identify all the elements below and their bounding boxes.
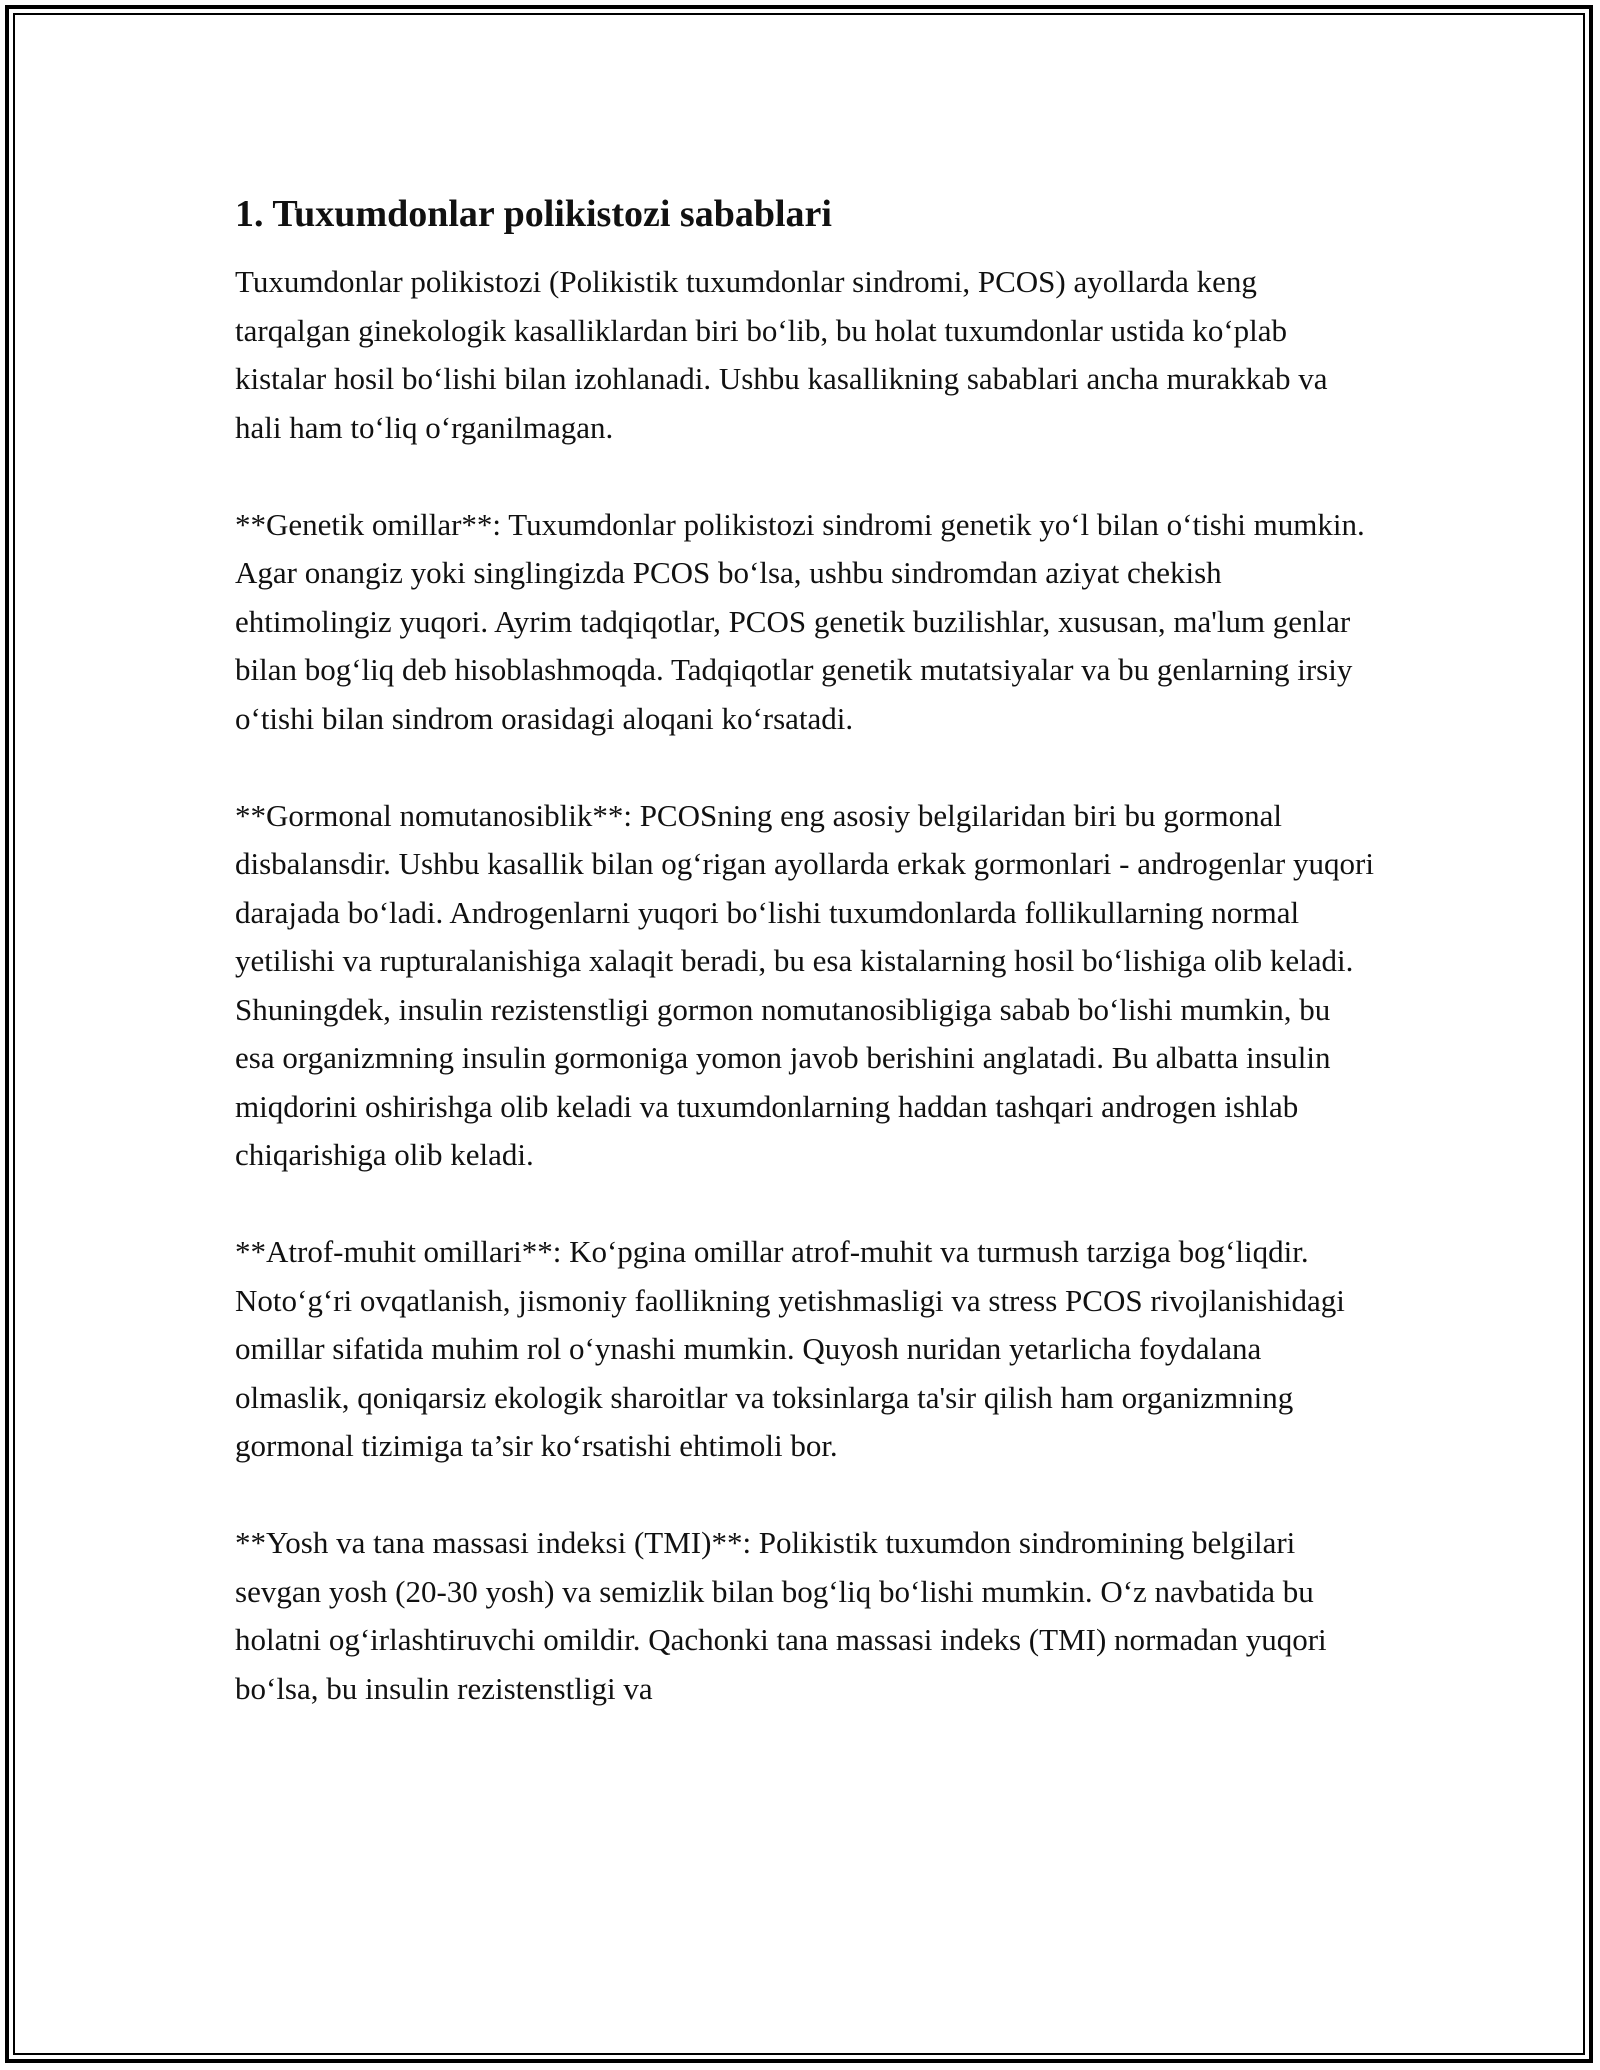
paragraph-hormonal-imbalance: **Gormonal nomutanosiblik**: PCOSning eng asosiy belgilaridan biri bu gormonal disbalansdir. Ushbu kasallik bilan og‘rigan ayollarda erkak gormonlari - androgenlar yuqori darajada bo‘ladi. Androgenlarni yuqori bo‘lishi tuxumdonlarda follikullarning normal yetilishi va rupturalanishiga xalaqit beradi, bu esa kistalarning hosil bo‘lishiga olib keladi. Shuningdek, insulin rezistenstligi gormon nomutanosibligiga sabab bo‘lishi mumkin, bu esa organizmning insulin gormoniga yomon javob berishini anglatadi. Bu albatta insulin miqdorini oshirishga olib keladi va tuxumdonlarning haddan tashqari androgen ishlab chiqarishiga olib keladi.	[235, 797, 1374, 1172]
paragraph-genetic-factors: **Genetik omillar**: Tuxumdonlar polikistozi sindromi genetik yo‘l bilan o‘tishi mumkin. Agar onangiz yoki singlingizda PCOS bo‘lsa, ushbu sindromdan aziyat chekish ehtimolingiz yuqori. Ayrim tadqiqotlar, PCOS genetik buzilishlar, xususan, ma'lum genlar bilan bog‘liq deb hisoblashmoqda. Tadqiqotlar genetik mutatsiyalar va bu genlarning irsiy o‘tishi bilan sindrom orasidagi aloqani ko‘rsatadi.	[235, 506, 1365, 736]
section-heading: 1. Tuxumdonlar polikistozi sabablari	[235, 193, 832, 235]
paragraph-intro: Tuxumdonlar polikistozi (Polikistik tuxumdonlar sindromi, PCOS) ayollarda keng tarqalgan ginekologik kasalliklardan biri bo‘lib, bu holat tuxumdonlar ustida ko‘plab kistalar hosil bo‘lishi bilan izohlanadi. Ushbu kasallikning sabablari ancha murakkab va hali ham to‘liq o‘rganilmagan.	[235, 264, 1328, 445]
paragraph-environmental-factors: **Atrof-muhit omillari**: Ko‘pgina omillar atrof-muhit va turmush tarziga bog‘liqdir. Noto‘g‘ri ovqatlanish, jismoniy faollikning yetishmasligi va stress PCOS rivojlanishidagi omillar sifatida muhim rol o‘ynashi mumkin. Quyosh nuridan yetarlicha foydalana olmaslik, qoniqarsiz ekologik sharoitlar va toksinlarga ta'sir qilish ham organizmning gormonal tizimiga ta’sir ko‘rsatishi ehtimoli bor.	[235, 1234, 1345, 1463]
document-body	[235, 190, 1375, 1762]
paragraph-age-and-bmi: **Yosh va tana massasi indeksi (TMI)**: Polikistik tuxumdon sindromining belgilari sevgan yosh (20-30 yosh) va semizlik bilan bog‘liq bo‘lishi mumkin. O‘z navbatida bu holatni og‘irlashtiruvchi omildir. Qachonki tana massasi indeks (TMI) normadan yuqori bo‘lsa, bu insulin rezistenstligi va	[235, 1525, 1327, 1706]
